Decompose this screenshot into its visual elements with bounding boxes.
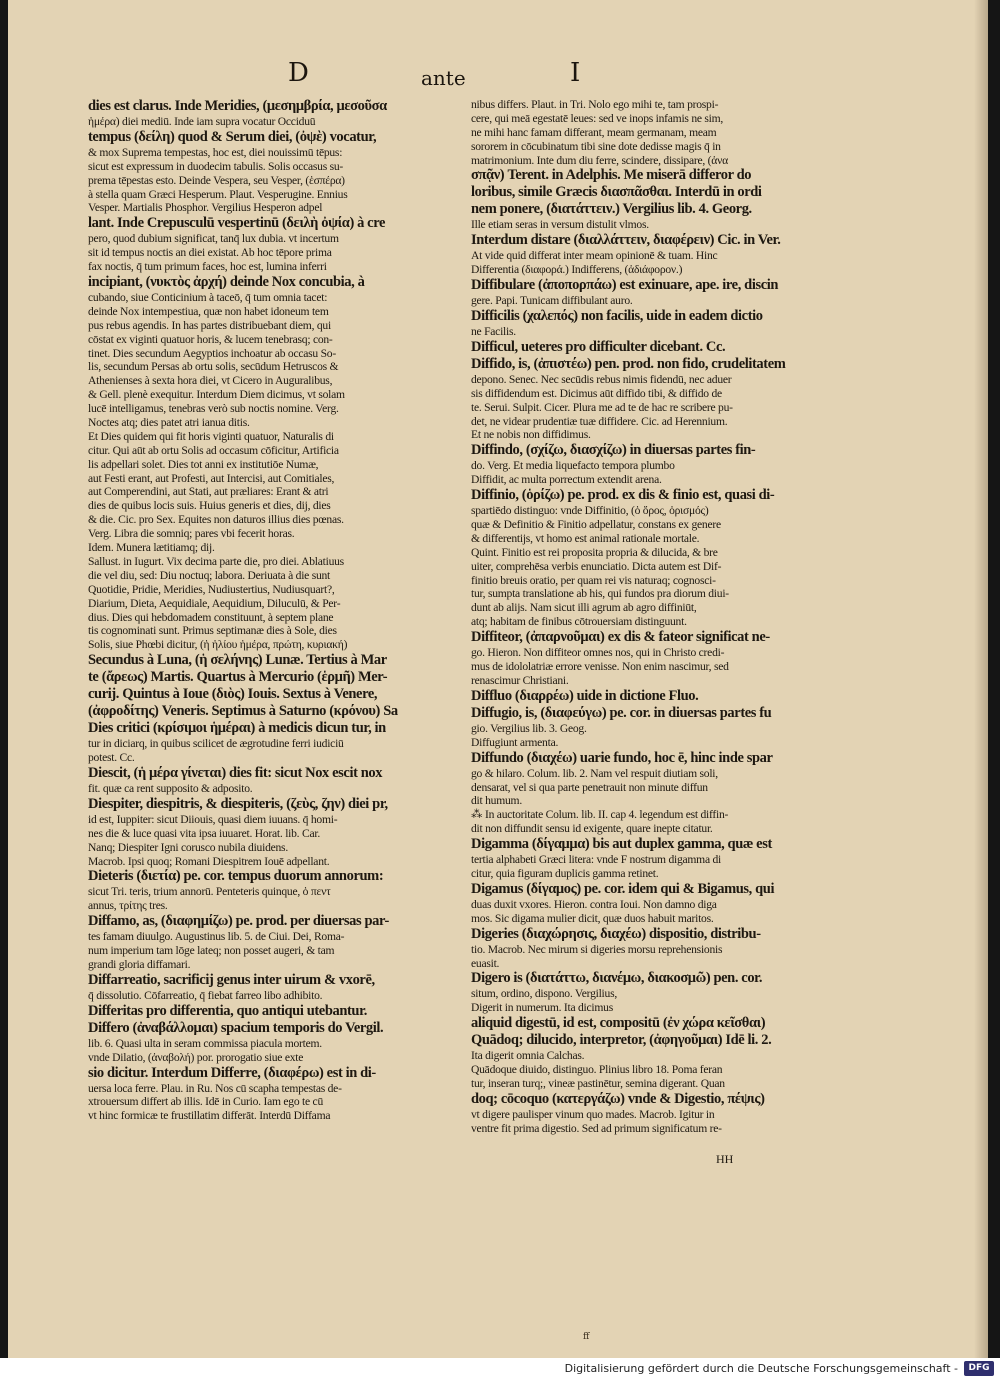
text-line: Diffibulare (ἀποπορπάω) est exinuare, ape. ire, discin bbox=[471, 277, 779, 294]
text-line: Diffinio, (ὁρίζω) pe. prod. ex dis & finio est, quasi di- bbox=[471, 487, 775, 504]
text-line: incipiant, (νυκτὸς ἀρχή) deinde Nox concubia, à bbox=[88, 274, 365, 291]
text-line: At vide quid differat inter meam opinionē & tuam. Hinc bbox=[471, 249, 718, 263]
text-line: lant. Inde Crepusculū vespertinū (δειλὴ ὀψία) à cre bbox=[88, 215, 386, 232]
text-line: Interdum distare (διαλλάττειν, διαφέρειν) Cic. in Ver. bbox=[471, 232, 781, 249]
text-line: Diescit, (ἡ μέρα γίνεται) dies fit: sicut Nox escit nox bbox=[88, 764, 383, 781]
text-line: dit humum. bbox=[471, 794, 522, 808]
text-line: Diffido, is, (ἀπιστέω) pen. prod. non fido, crudelitatem bbox=[471, 355, 786, 372]
text-line: finitio breuis oratio, per quam rei vis naturaq; cognosci- bbox=[471, 573, 716, 587]
text-line: Athenienses à sexta hora diei, vt Cicero in Auguralibus, bbox=[88, 374, 333, 388]
text-line: Vesper. Martialis Phosphor. Vergilius Hesperon adpel bbox=[88, 201, 323, 215]
text-line: cubando, siue Conticinium à taceō, q̄ tum omnia tacet: bbox=[88, 291, 328, 305]
text-line: ⁂ In auctoritate Colum. lib. II. cap 4. legendum est diffin- bbox=[471, 808, 729, 822]
text-line: prema tēpestas esto. Deinde Vespera, seu Vesper, (ἑσπέρα) bbox=[88, 173, 345, 187]
text-line: tinet. Dies secundum Aegyptios inchoatur ab occasu So- bbox=[88, 346, 336, 360]
text-line: Dies critici (κρίσιμοι ἡμέραι) à medicis dicun tur, in bbox=[88, 720, 386, 737]
text-line: sororem in cōcubinatum tibi sine dote dedisse magis q̄ in bbox=[471, 139, 721, 153]
text-line: duas duxit vxores. Hieron. contra Ioui. Non damno diga bbox=[471, 897, 717, 911]
text-line: (ἀφροδίτης) Veneris. Septimus à Saturno (κρόνου) Sa bbox=[88, 703, 398, 720]
text-line: Diffamo, as, (διαφημίζω) pe. prod. per diuersas par- bbox=[88, 913, 389, 930]
text-line: Digeries (διαχώρησις, διαχέω) dispositio, distribu- bbox=[471, 925, 761, 942]
catchword: HH bbox=[716, 1152, 734, 1166]
text-line: tes famam diuulgo. Augustinus lib. 5. de Ciui. Dei, Roma- bbox=[88, 930, 345, 944]
text-line: tio. Macrob. Nec mirum si digeries morsu reprehensionis bbox=[471, 942, 723, 956]
header-letter: D bbox=[288, 58, 309, 88]
text-line: dit non diffundit sensu id exigente, quare inepte citatur. bbox=[471, 822, 713, 836]
text-line: matrimonium. Inte dum diu ferre, scindere, dissipare, (ἀνα bbox=[471, 153, 728, 167]
text-line: Diffugio, is, (διαφεύγω) pe. cor. in diuersas partes fu bbox=[471, 704, 772, 721]
right-column bbox=[471, 98, 831, 1136]
text-line: grandi gloria diffamari. bbox=[88, 957, 191, 971]
text-line: Difficilis (χαλεπός) non facilis, uide in eadem dictio bbox=[471, 308, 763, 325]
text-line: q̄ dissolutio. Cōfarreatio, q̄ fiebat farreo libo adhibito. bbox=[88, 988, 323, 1002]
text-line: Ita digerit omnia Calchas. bbox=[471, 1049, 585, 1063]
text-line: ventre fit prima digestio. Sed ad primum significatum re- bbox=[471, 1121, 722, 1135]
text-line: sio dicitur. Interdum Differre, (διαφέρω) est in di- bbox=[88, 1064, 376, 1081]
text-line: Quādoq; dilucido, interpretor, (ἀφηγοῦμαι) Idē li. 2. bbox=[471, 1032, 772, 1049]
text-line: quæ & Definitio & Finitio adpellatur, constans ex genere bbox=[471, 518, 721, 532]
text-line: cere, qui meā egestatē leues: sed ve inops infamis ne sim, bbox=[471, 111, 724, 125]
text-line: dunt ab alijs. Nam sicut illi agrum ab agro diffiniūt, bbox=[471, 601, 697, 615]
text-line: Differo (ἀναβάλλομαι) spacium temporis do Vergil. bbox=[88, 1019, 384, 1036]
text-line: Differentia (διαφορά.) Indifferens, (ἀδιάφορον.) bbox=[471, 263, 683, 277]
text-line: det, ne videar prudentiæ tuæ diffidere. Cic. ad Herennium. bbox=[471, 414, 728, 428]
text-line: fit. quæ ca rent supposito & adposito. bbox=[88, 781, 253, 795]
text-line: nibus differs. Plaut. in Tri. Nolo ego mihi te, tam prospi- bbox=[471, 98, 719, 111]
text-line: sis diffidendum est. Dicimus aūt diffido tibi, & diffido de bbox=[471, 386, 722, 400]
text-line: tis cognominati sunt. Primus septimanæ dies à Sole, dies bbox=[88, 624, 337, 638]
text-line: atq; habitam de finibus cōtrouersiam distinguunt. bbox=[471, 615, 687, 629]
text-line: Digero is (διατάττω, διανέμω, διακοσμῶ) pen. cor. bbox=[471, 970, 763, 987]
text-line: lib. 6. Quasi ulta in seram commissa piacula mortem. bbox=[88, 1036, 322, 1050]
text-line: sicut est expressum in duodecim tabulis. Solis occasus su- bbox=[88, 159, 344, 173]
text-line: vnde Dilatio, (ἀναβολή) por. prorogatio siue exte bbox=[88, 1050, 304, 1064]
text-line: & mox Suprema tempestas, hoc est, diei nouissimū tēpus: bbox=[88, 145, 343, 159]
text-line: Secundus à Luna, (ἡ σελήνης) Lunæ. Tertius à Mar bbox=[88, 652, 387, 669]
text-line: sit id tempus noctis an diei existat. Ab hoc tēpore prima bbox=[88, 246, 332, 260]
text-line: situm, ordino, dispono. Vergilius, bbox=[471, 987, 617, 1001]
text-line: Diffiteor, (ἀπαρνοῦμαι) ex dis & fateor significat ne- bbox=[471, 629, 770, 646]
text-line: Digamus (δίγαμος) pe. cor. idem qui & Bigamus, qui bbox=[471, 880, 775, 897]
text-line: Solis, siue Phœbi dicitur, (ἡ ἡλίου ἡμέρα, πρώτη, κυριακή) bbox=[88, 638, 348, 652]
footer-bar bbox=[0, 1358, 1000, 1380]
text-line: mos. Sic digama mulier dicit, quæ duos habuit maritos. bbox=[471, 911, 714, 925]
text-line: potest. Cc. bbox=[88, 751, 135, 765]
text-line: sicut Tri. teris, trium annorū. Penteteris quinque, ὁ πεντ bbox=[88, 885, 331, 899]
text-line: gere. Papi. Tunicam diffibulant auro. bbox=[471, 294, 633, 308]
text-line: Diffindo, (σχίζω, διασχίζω) in diuersas partes fin- bbox=[471, 442, 756, 459]
text-line: mus de idololatriæ errore venisse. Non enim nascimur, sed bbox=[471, 660, 729, 674]
text-line: Difficul, ueteres pro difficulter dicebant. Cc. bbox=[471, 338, 726, 355]
text-line: vt hinc formicæ te frustillatim differāt. Interdū Diffama bbox=[88, 1109, 331, 1123]
text-line: Diffarreatio, sacrificij genus inter uirum & vxorē, bbox=[88, 971, 375, 988]
text-line: aut Comperendini, aut Stati, aut præliares: Erant & atri bbox=[88, 485, 329, 499]
footer-credit: Digitalisierung gefördert durch die Deutsche Forschungsgemeinschaft - bbox=[564, 1362, 958, 1375]
text-line: lis, secundum Persas ab ortu solis, secūdum Hetruscos & bbox=[88, 360, 339, 374]
text-line: Macrob. Ipsi quoq; Romani Diespitrem Iouē adpellant. bbox=[88, 854, 330, 868]
text-line: go & hilaro. Colum. lib. 2. Nam vel respuit diutiam soli, bbox=[471, 766, 718, 780]
text-line: uersa loca ferre. Plau. in Ru. Nos cū scapha tempestas de- bbox=[88, 1081, 342, 1095]
text-line: Differitas pro differentia, quo antiqui utebantur. bbox=[88, 1002, 368, 1019]
text-line: & differentijs, vt homo est animal rationale mortale. bbox=[471, 531, 700, 545]
text-line: Diarium, Dieta, Aequidiale, Aequidium, Diluculū, & Per- bbox=[88, 596, 341, 610]
text-line: Diffundo (διαχέω) uarie fundo, hoc ē, hinc inde spar bbox=[471, 749, 773, 766]
text-line: Quint. Finitio est rei proposita propria & dilucida, & bre bbox=[471, 545, 718, 559]
text-line: gio. Vergilius lib. 3. Geog. bbox=[471, 721, 587, 735]
text-line: Diffluo (διαρρέω) uide in dictione Fluo. bbox=[471, 687, 699, 704]
text-line: ἡμέρα) diei mediū. Inde iam supra vocatur Occiduū bbox=[88, 115, 316, 128]
text-line: te (ἄρεως) Martis. Quartus à Mercurio (ἑρμῆ) Mer- bbox=[88, 669, 388, 686]
text-line: dies est clarus. Inde Meridies, (μεσημβρία, μεσοῦσα bbox=[88, 98, 387, 114]
text-line: dies de quibus locis suis. Huius generis et dies, dij, dies bbox=[88, 499, 331, 513]
text-line: citur. Qui aūt ab ortu Solis ad occasum cōficitur, Artificia bbox=[88, 443, 339, 457]
text-line: curij. Quintus à Ioue (διὸς) Iouis. Sextus à Venere, bbox=[88, 686, 378, 703]
text-line: σπᾷν) Terent. in Adelphis. Me miserā differor do bbox=[471, 167, 752, 184]
header-word: ante bbox=[421, 66, 466, 90]
text-line: Quotidie, Pridie, Meridies, Nudiustertius, Nudiusquart?, bbox=[88, 582, 335, 596]
text-line: aut Festi erant, aut Profesti, aut Intercisi, aut Comitiales, bbox=[88, 471, 335, 485]
header-number: I bbox=[570, 58, 581, 88]
text-line: do. Verg. Et media liquefacto tempora plumbo bbox=[471, 459, 675, 473]
text-line: Quādoque diuido, distinguo. Plinius libro 18. Poma feran bbox=[471, 1063, 723, 1077]
text-line: Diffugiunt armenta. bbox=[471, 735, 559, 749]
text-line: deinde Nox intempestiua, quæ non habet idoneum tem bbox=[88, 304, 329, 318]
book-page bbox=[8, 0, 988, 1358]
running-header bbox=[8, 58, 988, 98]
text-line: Et ne nobis non diffidimus. bbox=[471, 428, 591, 442]
text-line: tur in diciarq, in quibus scilicet de ægrotudine ferri iudiciū bbox=[88, 737, 344, 751]
gutter-mark: ff bbox=[583, 1332, 590, 1342]
text-line: Diffidit, ac multa porrectum extendit arena. bbox=[471, 473, 662, 487]
text-line: spartiēdo distinguo: vnde Diffinitio, (ὁ ὅρος, ὁρισμός) bbox=[471, 504, 709, 518]
text-line: num imperium tam lōge lateq; non posset augeri, & tam bbox=[88, 944, 335, 958]
text-line: tempus (δείλη) quod & Serum diei, (ὀψὲ) vocatur, bbox=[88, 128, 377, 145]
text-line: renascimur Christiani. bbox=[471, 673, 569, 687]
text-line: pero, quod dubium significat, tanq̄ lux dubia. vt incertum bbox=[88, 232, 339, 246]
text-line: Noctes atq; dies patet atri ianua ditis. bbox=[88, 416, 250, 430]
text-line: ne Facilis. bbox=[471, 325, 516, 339]
text-line: cōstat ex viginti quatuor horis, & lucem tenebrasq; con- bbox=[88, 332, 333, 346]
left-column bbox=[88, 98, 468, 1123]
text-line: Digamma (δίγαμμα) bis aut duplex gamma, quæ est bbox=[471, 836, 772, 853]
text-line: Dieteris (διετία) pe. cor. tempus duorum annorum: bbox=[88, 868, 384, 885]
text-line: vt digere paulisper vinum quo mades. Macrob. Igitur in bbox=[471, 1107, 715, 1121]
text-line: xtrouersum differt ab illis. Idē in Curio. Iam ego te cū bbox=[88, 1095, 323, 1109]
text-line: & die. Cic. pro Sex. Equites non daturos illius dies pœnas. bbox=[88, 513, 344, 527]
text-line: densarat, vel si qua parte penetrauit non minute diffun bbox=[471, 780, 708, 794]
text-line: & Gell. plenè exequitur. Interdum Diem dicimus, vt solam bbox=[88, 388, 345, 402]
text-line: Et Dies quidem qui fit horis viginti quatuor, Naturalis di bbox=[88, 429, 334, 443]
text-line: Idem. Munera lætitiamq; dij. bbox=[88, 541, 215, 555]
text-line: Verg. Libra die somniq; pares vbi fecerit horas. bbox=[88, 527, 295, 541]
text-line: aliquid digestū, id est, compositū (ἐν χώρα κεῖσθαι) bbox=[471, 1015, 766, 1032]
text-line: dius. Dies qui hebdomadem constituunt, à septem plane bbox=[88, 610, 334, 624]
text-line: tur, inseran turq;, vineæ pastinētur, semina digerant. Quan bbox=[471, 1076, 725, 1090]
text-line: loribus, simile Græcis διασπᾶσθαι. Interdū in ordi bbox=[471, 184, 762, 201]
text-line: id est, Iuppiter: sicut Diiouis, quasi diem iuuans. q̄ homi- bbox=[88, 812, 338, 826]
text-line: Digerit in numerum. Ita dicimus bbox=[471, 1001, 613, 1015]
text-line: nes die & luce quasi vita ipsa iuuaret. Horat. lib. Car. bbox=[88, 826, 320, 840]
text-line: lis adpellari solet. Dies tot anni ex institutiōe Numæ, bbox=[88, 457, 319, 471]
text-line: à stella quam Græci Hesperum. Plaut. Vesperugine. Ennius bbox=[88, 187, 348, 201]
dfg-logo: DFG bbox=[964, 1361, 994, 1376]
text-line: ne mihi hanc famam differant, meam germanam, meam bbox=[471, 125, 717, 139]
text-line: Nanq; Diespiter Igni corusco nubila diuidens. bbox=[88, 840, 288, 854]
text-line: go. Hieron. Non diffiteor omnes nos, qui in Christo credi- bbox=[471, 646, 725, 660]
text-line: depono. Senec. Nec secūdis rebus nimis fidendū, nec aduer bbox=[471, 372, 732, 386]
text-line: citur, quia figuram duplicis gamma retinet. bbox=[471, 866, 659, 880]
text-line: die vel diu, sed: Diu noctuq; labora. Deriuata à die sunt bbox=[88, 568, 331, 582]
text-line: euasit. bbox=[471, 956, 500, 970]
text-line: fax noctis, q̄ tum primum faces, hoc est, lumina inferri bbox=[88, 260, 327, 274]
text-line: Sallust. in Iugurt. Vix decima parte die, pro diei. Ablatiuus bbox=[88, 554, 344, 568]
text-line: tur, sumpta translatione ab his, qui fundos pra diorum diui- bbox=[471, 587, 729, 601]
text-line: Diespiter, diespitris, & diespiteris, (ζεὺς, ζην) diei pr, bbox=[88, 795, 388, 812]
text-line: nem ponere, (διατάττειν.) Vergilius lib. 4. Georg. bbox=[471, 201, 752, 218]
text-line: pus rebus agendis. In has partes distribuebant diem, qui bbox=[88, 318, 331, 332]
text-line: doq; cōcoquo (κατεργάζω) vnde & Digestio, πέψις) bbox=[471, 1090, 765, 1107]
text-line: te. Serui. Sulpit. Cicer. Plura me ad te de hac re scribere pu- bbox=[471, 400, 733, 414]
text-line: Ille etiam seras in versum distulit vlmos. bbox=[471, 218, 649, 232]
text-line: lucē intelligamus, tenebras verò sub noctis nomine. Verg. bbox=[88, 402, 339, 416]
text-line: uiter, comprehēsa verbis enunciatio. Dicta autem est Dif- bbox=[471, 559, 722, 573]
text-line: annus, τρίτης tres. bbox=[88, 899, 168, 913]
text-line: tertia alphabeti Græci litera: vnde F nostrum digamma di bbox=[471, 853, 722, 867]
